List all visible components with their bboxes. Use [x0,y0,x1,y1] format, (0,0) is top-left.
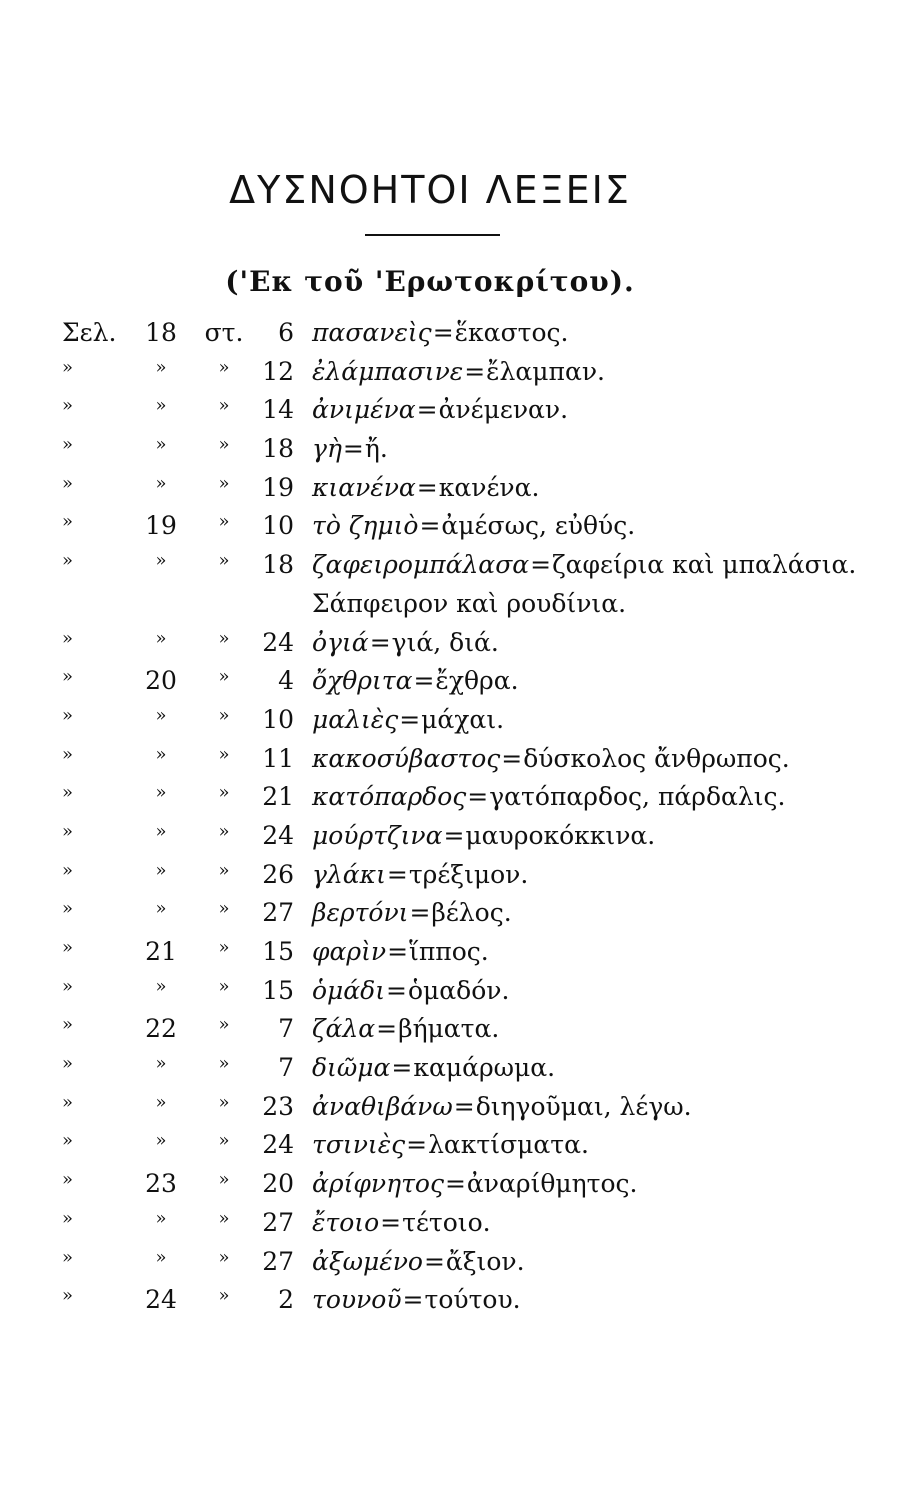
glossary-row [0,589,914,628]
glossary-entry [312,1285,521,1314]
glossary-entry [312,860,528,889]
page-label: » [62,627,74,649]
page-label: » [62,743,74,765]
word-meaning: ἀνέμεναν. [438,395,569,425]
dialect-word: ἀναθιβάνω [312,1091,453,1121]
dialect-word: ὄχθριτα [312,666,413,696]
dialect-word: ἐλάμπασινε [312,356,464,386]
glossary-entry [312,1169,637,1198]
verse-number: 27 [262,1207,294,1237]
verse-label: » [218,1091,230,1113]
word-meaning: ἕκαστος. [454,318,569,347]
equals-sign: = [419,511,441,541]
glossary-entry [312,666,519,695]
page-number: 20 [145,666,177,696]
page-number: » [155,743,167,765]
glossary-row [0,357,914,396]
dialect-word: τουνοῦ [312,1285,402,1315]
glossary-entry [312,705,504,734]
glossary-row [0,705,914,744]
word-meaning: ἵππος. [409,937,489,966]
dialect-word: γὴ [312,434,342,464]
page-label: » [62,356,74,378]
dialect-word: τσινιὲς [312,1130,406,1160]
page-number: » [155,782,167,804]
verse-label: » [218,1285,230,1307]
equals-sign: = [416,472,438,502]
dialect-word: φαρὶν [312,937,387,966]
verse-label: » [218,356,230,378]
glossary-row [0,976,914,1015]
glossary-row [0,318,914,357]
word-meaning: τρέξιμον. [408,859,529,889]
glossary-entry [312,1092,692,1121]
verse-number: 2 [278,1285,294,1315]
verse-label: » [218,937,230,958]
verse-number: 10 [262,511,294,541]
page-label: » [62,395,74,417]
equals-sign: = [432,318,454,347]
glossary-entry [312,318,568,347]
word-meaning: ἔχθρα. [435,666,519,696]
page-number: 21 [145,937,177,966]
equals-sign: = [376,1014,398,1044]
page-label: » [62,1014,74,1036]
equals-sign: = [467,782,489,812]
equals-sign: = [402,1285,424,1315]
page-number: » [155,704,167,726]
verse-number: 15 [262,975,294,1005]
glossary-row [0,1285,914,1324]
equals-sign: = [391,1053,413,1083]
verse-label: » [218,859,230,881]
glossary-entry [312,782,786,811]
dialect-word: κιανένα [312,472,416,502]
page-number: » [155,820,167,842]
page-label: » [62,1053,74,1075]
verse-label: » [218,627,230,649]
page-number: » [155,898,167,920]
dialect-word: ζαφειρομπάλασα [312,550,530,580]
verse-label: » [218,1169,230,1191]
glossary-entry [312,550,856,579]
glossary-row [0,937,914,976]
verse-number: 18 [262,550,294,580]
equals-sign: = [453,1091,475,1121]
verse-label: » [218,975,230,997]
glossary-entry [312,434,388,463]
page-number: » [155,550,167,572]
equals-sign: = [443,820,465,850]
dialect-word: ἔτοιο [312,1207,380,1237]
page-number: » [155,627,167,649]
word-meaning: τούτου. [424,1285,521,1315]
dialect-word: ὀγιά [312,627,369,657]
equals-sign: = [380,1207,402,1237]
word-meaning: γιά, διά. [391,627,499,657]
glossary-row [0,666,914,705]
page-number: 23 [145,1169,177,1199]
page-label: » [62,1130,74,1152]
page-number: » [155,356,167,378]
dialect-word: ὁμάδι [312,975,386,1005]
glossary-entry [312,744,790,773]
verse-number: 18 [262,434,294,464]
page-number: » [155,395,167,417]
glossary-entry [312,976,509,1005]
glossary-row [0,395,914,434]
dialect-word: κακοσύβαστος [312,743,501,773]
glossary-entry [312,589,626,618]
verse-label: » [218,1130,230,1152]
equals-sign: = [387,937,409,966]
verse-number: 19 [262,472,294,502]
verse-number: 24 [262,820,294,850]
verse-number: 23 [262,1091,294,1121]
glossary-row [0,434,914,473]
equals-sign: = [413,666,435,696]
verse-label: » [218,434,230,456]
page-number: 24 [145,1285,177,1315]
verse-number: 27 [262,898,294,928]
glossary-row [0,860,914,899]
page-label: » [62,550,74,572]
glossary-entry [312,898,512,927]
glossary-row [0,1208,914,1247]
word-meaning: μαυροκόκκινα. [465,820,656,850]
word-meaning: γατόπαρδος, πάρδαλις. [489,782,786,812]
glossary-entry [312,395,568,424]
verse-number: 4 [278,666,294,696]
page-number: 19 [145,511,177,541]
verse-number: 21 [262,782,294,812]
word-meaning: ζαφείρια καὶ μπαλάσια. [552,550,857,580]
page-label: » [62,937,74,958]
verse-label: » [218,782,230,804]
word-meaning: ἀμέσως, εὐθύς. [441,511,636,541]
glossary-row [0,1247,914,1286]
dialect-word: ἀρίφνητος [312,1169,444,1199]
glossary-row [0,1092,914,1131]
equals-sign: = [423,1246,445,1276]
glossary-row [0,744,914,783]
verse-label: » [218,472,230,494]
equals-sign: = [386,975,407,1005]
word-meaning: λακτίσματα. [428,1130,589,1160]
glossary-entry [312,357,605,386]
equals-sign: = [399,704,421,734]
page-label: » [62,472,74,494]
dialect-word: διῶμα [312,1053,391,1083]
verse-label: » [218,1246,230,1268]
verse-number: 11 [262,743,294,773]
glossary-row [0,1014,914,1053]
equals-sign: = [501,743,523,773]
dialect-word: βερτόνι [312,898,409,928]
page-label: » [62,704,74,726]
dialect-word: ἀξωμένο [312,1246,423,1276]
glossary-row [0,511,914,550]
verse-number: 24 [262,627,294,657]
word-meaning: ὁμαδόν. [408,975,510,1005]
verse-number: 27 [262,1246,294,1276]
verse-label: » [218,1207,230,1229]
equals-sign: = [386,859,408,889]
page-number: » [155,1246,167,1268]
word-meaning: διηγοῦμαι, λέγω. [475,1091,692,1121]
glossary-row [0,550,914,589]
glossary-entry [312,511,635,540]
glossary-entry [312,1208,491,1237]
glossary-entry [312,628,499,657]
page-label: » [62,898,74,920]
glossary-entry [312,1014,499,1043]
glossary-row [0,473,914,512]
equals-sign: = [444,1169,466,1199]
page-number: » [155,434,167,456]
glossary-row [0,1169,914,1208]
verse-label: » [218,820,230,842]
glossary-entry [312,473,539,502]
page-label: » [62,1285,74,1307]
page-label: Σελ. [62,318,117,347]
glossary-row [0,898,914,937]
word-meaning: βέλος. [431,898,512,928]
glossary-row [0,782,914,821]
equals-sign: = [530,550,552,580]
glossary-list [0,318,914,1324]
glossary-entry [312,937,489,966]
page-label: » [62,1246,74,1268]
equals-sign: = [416,395,438,425]
verse-label: » [218,1014,230,1036]
word-meaning: Σάπφειρον καὶ ρουδίνια. [312,588,627,618]
verse-number: 20 [262,1169,294,1199]
word-meaning: βήματα. [398,1014,500,1044]
page-number: » [155,1053,167,1075]
dialect-word: μαλιὲς [312,704,399,734]
word-meaning: ἀναρίθμητος. [466,1169,638,1199]
page-subtitle: ('Εκ τοῦ 'Ερωτοκρίτου). [225,265,635,298]
page-label: » [62,511,74,533]
page-number: » [155,1130,167,1152]
verse-number: 14 [262,395,294,425]
glossary-row [0,1130,914,1169]
glossary-entry [312,1247,525,1276]
dialect-word: κατόπαρδος [312,782,467,812]
word-meaning: ἔλαμπαν. [486,356,605,386]
word-meaning: δύσκολος ἄνθρωπος. [523,743,790,773]
page-label: » [62,820,74,842]
page-number: » [155,472,167,494]
page-label: » [62,1169,74,1191]
page-number: 18 [145,318,177,347]
dialect-word: γλάκι [312,859,386,889]
verse-label: » [218,550,230,572]
verse-label: » [218,898,230,920]
page-number: » [155,1091,167,1113]
verse-number: 15 [262,937,294,966]
page-label: » [62,1091,74,1113]
verse-label: » [218,511,230,533]
page-label: » [62,1207,74,1229]
glossary-row [0,821,914,860]
equals-sign: = [369,627,391,657]
word-meaning: ἤ. [364,434,388,464]
word-meaning: τέτοιο. [402,1207,491,1237]
dialect-word: τὸ ζημιὸ [312,511,419,541]
title-underline [365,234,500,236]
glossary-row [0,628,914,667]
page-number: » [155,859,167,881]
dialect-word: πασανεὶς [312,318,432,347]
word-meaning: κανένα. [438,472,540,502]
word-meaning: καμάρωμα. [413,1053,556,1083]
verse-label: στ. [204,318,244,347]
page-label: » [62,782,74,804]
page-label: » [62,666,74,688]
verse-label: » [218,395,230,417]
page-label: » [62,434,74,456]
dialect-word: ἀνιμένα [312,395,416,425]
page-label: » [62,859,74,881]
verse-number: 10 [262,704,294,734]
glossary-entry [312,821,655,850]
page-number: 22 [145,1014,177,1044]
page-label: » [62,975,74,997]
page-number: » [155,1207,167,1229]
verse-number: 7 [278,1014,294,1044]
dialect-word: ζάλα [312,1014,376,1044]
word-meaning: μάχαι. [421,704,505,734]
glossary-entry [312,1053,555,1082]
page-number: » [155,975,167,997]
equals-sign: = [406,1130,428,1160]
verse-label: » [218,1053,230,1075]
glossary-row [0,1053,914,1092]
equals-sign: = [464,356,486,386]
verse-number: 24 [262,1130,294,1160]
verse-number: 12 [262,356,294,386]
dialect-word: μούρτζινα [312,820,443,850]
verse-label: » [218,666,230,688]
verse-label: » [218,743,230,765]
word-meaning: ἄξιον. [445,1246,525,1276]
page-title: ΔΥΣΝΟΗΤΟΙ ΛΕΞΕΙΣ [229,168,631,212]
verse-label: » [218,704,230,726]
glossary-entry [312,1130,589,1159]
equals-sign: = [342,434,364,464]
verse-number: 26 [262,859,294,889]
verse-number: 7 [278,1053,294,1083]
verse-number: 6 [278,318,294,347]
equals-sign: = [409,898,431,928]
